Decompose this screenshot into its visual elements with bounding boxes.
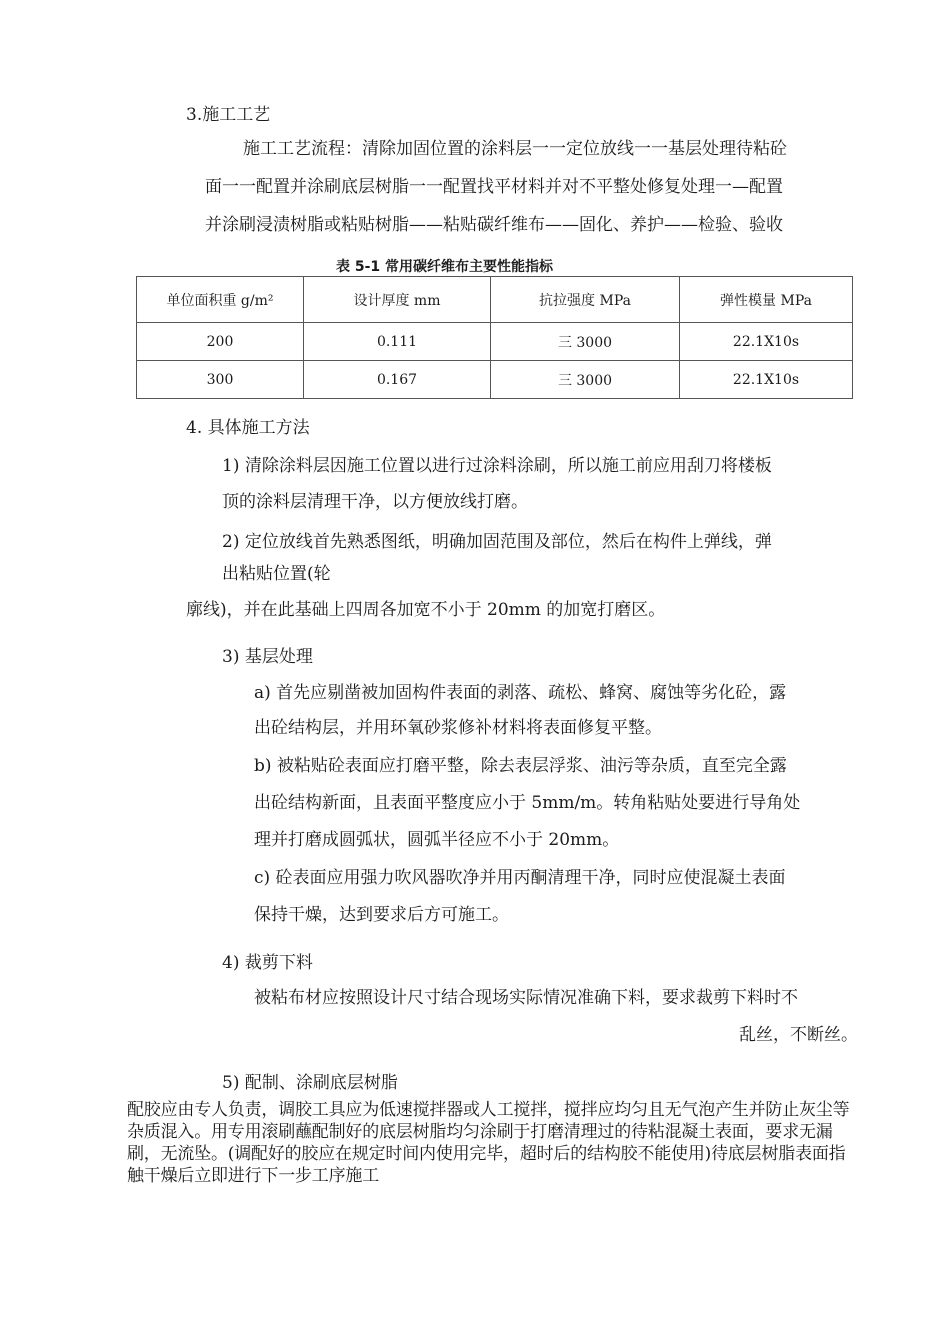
section-4-heading: 4. 具体施工方法: [186, 418, 310, 438]
table-header-row: [137, 277, 853, 323]
table-cell: 200: [137, 323, 304, 361]
table-header-cell: 弹性模量 MPa: [680, 277, 853, 323]
table-row: [137, 323, 853, 361]
table-header-cell: 设计厚度 mm: [304, 277, 491, 323]
table-cell: 0.111: [304, 323, 491, 361]
item-3b-line-3: 理并打磨成圆弧状，圆弧半径应不小于 20mm。: [254, 830, 620, 850]
process-line-1: 施工工艺流程：清除加固位置的涂料层一一定位放线一一基层处理待粘砼: [243, 139, 787, 159]
table-cell: 0.167: [304, 361, 491, 399]
table-header-cell: 抗拉强度 MPa: [491, 277, 680, 323]
table-cell: 三 3000: [491, 323, 680, 361]
item-5-heading: 5) 配制、涂刷底层树脂: [222, 1073, 398, 1093]
item-3c-line-1: c) 砼表面应用强力吹风器吹净并用丙酮清理干净，同时应使混凝土表面: [254, 868, 786, 888]
item-1-line-2: 顶的涂料层清理干净，以方便放线打磨。: [222, 492, 528, 512]
item-3a-line-1: a) 首先应剔凿被加固构件表面的剥落、疏松、蜂窝、腐蚀等劣化砼，露: [254, 683, 787, 703]
table-cell: 22.1X10s: [680, 361, 853, 399]
item-3b-line-2: 出砼结构新面，且表面平整度应小于 5mm/m。转角粘贴处要进行导角处: [254, 793, 801, 813]
table-title: 表 5-1 常用碳纤维布主要性能指标: [336, 259, 554, 275]
table-row: [137, 361, 853, 399]
item-3a-line-2: 出砼结构层，并用环氧砂浆修补材料将表面修复平整。: [254, 718, 662, 738]
item-4-line-1: 被粘布材应按照设计尺寸结合现场实际情况准确下料，要求裁剪下料时不: [254, 988, 798, 1008]
item-2-line-2: 出粘贴位置(轮: [222, 564, 331, 584]
table-cell: 300: [137, 361, 304, 399]
table-header-cell: 单位面积重 g/m²: [137, 277, 304, 323]
properties-table: [136, 276, 853, 399]
item-3-heading: 3) 基层处理: [222, 647, 313, 667]
item-4-heading: 4) 裁剪下料: [222, 953, 313, 973]
process-line-2: 面一一配置并涂刷底层树脂一一配置找平材料并对不平整处修复处理一—配置: [205, 177, 783, 197]
item-1-line-1: 1) 清除涂料层因施工位置以进行过涂料涂刷，所以施工前应用刮刀将楼板: [222, 456, 772, 476]
item-3b-line-1: b) 被粘贴砼表面应打磨平整，除去表层浮浆、油污等杂质，直至完全露: [254, 756, 787, 776]
section-3-heading: 3.施工工艺: [186, 105, 271, 125]
item-2-line-3: 廓线)，并在此基础上四周各加宽不小于 20mm 的加宽打磨区。: [186, 600, 666, 620]
item-2-line-1: 2) 定位放线首先熟悉图纸，明确加固范围及部位，然后在构件上弹线，弹: [222, 532, 772, 552]
item-5-body: 配胶应由专人负责，调胶工具应为低速搅拌器或人工搅拌，搅拌应均匀且无气泡产生并防止灰尘等杂质混入。用专用滚刷蘸配制好的底层树脂均匀涂刷于打磨清理过的待粘混凝土表面，要求无漏刷，无流坠。(调配好的胶应在规定时间内使用完毕，超时后的结构胶不能使用)待底层树脂表面指触干燥后立即进行下一步工序施工: [127, 1100, 850, 1186]
process-line-3: 并涂刷浸渍树脂或粘贴树脂——粘贴碳纤维布——固化、养护——检验、验收: [205, 215, 783, 235]
table-cell: 三 3000: [491, 361, 680, 399]
item-4-line-2: 乱丝，不断丝。: [739, 1025, 858, 1045]
item-3c-line-2: 保持干燥，达到要求后方可施工。: [254, 905, 509, 925]
table-cell: 22.1X10s: [680, 323, 853, 361]
